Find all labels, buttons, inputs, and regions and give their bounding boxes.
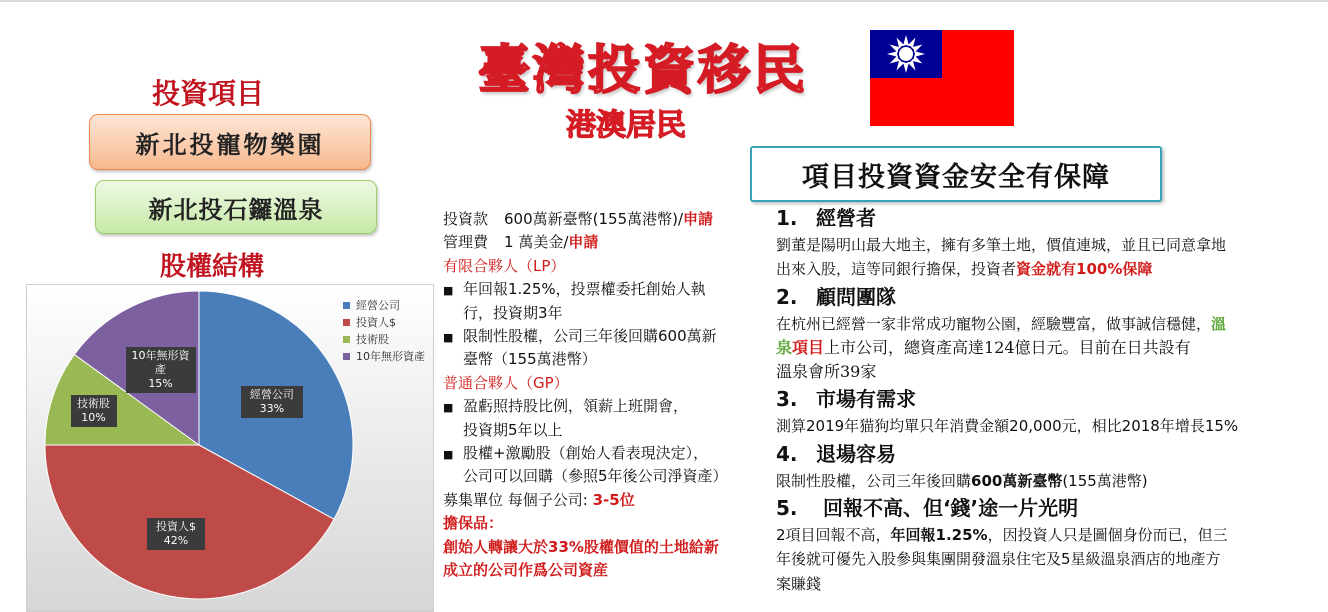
- section-title: 回報不高、但‘錢’途一片光明: [816, 496, 1079, 521]
- section-text: [776, 523, 1324, 547]
- highlight-text: 泉: [776, 337, 793, 357]
- investment-terms: [443, 208, 763, 583]
- section-title: 顧問團隊: [816, 284, 896, 309]
- slice-label-percent: 33%: [259, 401, 285, 415]
- legend-label: 技術股: [356, 333, 389, 346]
- lp-heading: 有限合夥人（LP）: [443, 256, 566, 275]
- gp-item-line: 投資期5年以上: [463, 420, 563, 439]
- fee-label: 管理費: [443, 233, 489, 252]
- gp-item-line: 盈虧照持股比例，領薪上班開會，: [463, 397, 689, 416]
- section-text: 測算2019年猫狗均單只年消費金額20,000元，相比2018年增長15%: [776, 417, 1239, 436]
- section-title: 經營者: [816, 206, 876, 230]
- raise-row: [443, 489, 763, 512]
- invest-label: 投資款: [443, 210, 489, 228]
- gp-item-line: 股權+激勵股（創始人看表現決定），: [463, 444, 709, 463]
- section-heading: [776, 493, 1324, 523]
- section-text: [776, 312, 1324, 336]
- text-span: (155萬港幣): [1062, 471, 1148, 490]
- guarantee-heading: 擔保品：: [443, 514, 504, 533]
- slice-label-name: 技術股: [77, 396, 111, 410]
- text-span: 在杭州已經營一家非常成功寵物公園，經驗豐富，做事誠信穩健，: [776, 314, 1212, 333]
- section-text: [776, 469, 1324, 493]
- project-hot-spring: 新北投石鑼溫泉: [95, 180, 377, 234]
- text-span: 上市公司，總資產高達124億日元。目前在日共設有: [824, 337, 1191, 357]
- slice-label: [71, 395, 117, 427]
- slice-label-name: 投資人$: [156, 520, 197, 534]
- slice-label-percent: 10%: [81, 410, 106, 424]
- section-heading: [776, 203, 1324, 233]
- equity-pie-chart: [26, 284, 434, 612]
- legend-swatch: [343, 302, 350, 309]
- slice-label-name: 經營公司: [249, 387, 294, 401]
- text-span: 限制性股權，公司三年後回購: [776, 471, 972, 490]
- section-text: 劉董是陽明山最大地主，擁有多筆土地，價值連城，並且已同意拿地: [776, 236, 1227, 254]
- chart-legend: [343, 297, 425, 365]
- section-heading: [776, 439, 1324, 469]
- slice-label: [241, 386, 303, 418]
- legend-label: 10年無形資產: [356, 350, 425, 363]
- highlight-text: 資金就有100%保障: [1016, 260, 1153, 279]
- lp-item: ■ 年回報1.25%，投票權委托創始人執 行，投資期3年: [443, 278, 763, 325]
- legend-swatch: [343, 336, 350, 343]
- lp-item-line: 年回報1.25%，投票權委托創始人執: [463, 280, 706, 299]
- invest-value: 600萬新臺幣(155萬港幣)/: [504, 210, 684, 228]
- legend-label: 經營公司: [356, 299, 400, 312]
- gp-item-line: 公司可以回購（參照5年後公司淨資產）: [463, 467, 728, 486]
- slice-label-percent: 15%: [148, 376, 173, 390]
- section-title: 退場容易: [816, 441, 896, 466]
- highlight-text: 600萬新臺幣: [971, 471, 1063, 490]
- section-text: 案賺錢: [776, 574, 822, 593]
- lp-item-line: 臺幣（155萬港幣）: [463, 350, 597, 369]
- section-text: 年後就可優先入股參與集團開發溫泉住宅及5星級溫泉酒店的地產方: [776, 550, 1221, 569]
- section-text: 溫泉會所39家: [776, 362, 877, 382]
- highlight-text: 年回報1.25%: [890, 526, 988, 545]
- slice-label: [126, 347, 196, 393]
- top-divider: [0, 0, 1328, 2]
- equity-heading: 股權結構: [160, 252, 265, 282]
- legend-item: [343, 314, 425, 331]
- raise-label: 募集單位 每個子公司:: [443, 490, 593, 509]
- section-text: [776, 257, 1324, 281]
- fee-value: 1 萬美金/: [504, 233, 569, 252]
- legend-swatch: [343, 353, 350, 360]
- section-title: 市場有需求: [816, 387, 916, 412]
- guarantee-line: 成立的公司作爲公司資産: [443, 561, 609, 580]
- invest-apply: 申請: [683, 210, 714, 228]
- lp-item: ■ 限制性股權，公司三年後回購600萬新 臺幣（155萬港幣）: [443, 325, 763, 372]
- section-number: 1.: [776, 206, 798, 230]
- safety-banner: 項目投資資金安全有保障: [750, 146, 1162, 202]
- text-span: ，因投資人只是圖個身份而已，但三: [987, 526, 1228, 545]
- section-number: 3.: [776, 387, 798, 412]
- lp-item-line: 行，投資期3年: [463, 303, 563, 322]
- section-heading: [776, 384, 1324, 414]
- invest-amount-row: [443, 208, 763, 231]
- lp-item-line: 限制性股權，公司三年後回購600萬新: [463, 327, 717, 346]
- text-span: 出來入股，這等同銀行擔保，投資者: [776, 260, 1017, 279]
- fee-row: [443, 231, 763, 254]
- legend-item: [343, 331, 425, 348]
- slice-label-name: 10年無形資產: [131, 348, 190, 376]
- projects-heading: 投資項目: [152, 77, 265, 110]
- legend-item: [343, 297, 425, 314]
- taiwan-flag-icon: [870, 30, 1014, 126]
- legend-swatch: [343, 319, 350, 326]
- safety-sections: [776, 203, 1324, 596]
- page-subtitle: 港澳居民: [566, 108, 686, 143]
- project-pet-park: 新北投寵物樂園: [89, 114, 371, 170]
- guarantee-line: 創始人轉讓大於33%股權價值的土地給新: [443, 537, 719, 556]
- gp-item: ■ 股權+激勵股（創始人看表現決定）， 公司可以回購（參照5年後公司淨資產）: [443, 442, 763, 489]
- slice-label: [147, 518, 205, 550]
- highlight-text: 項目: [792, 337, 825, 357]
- page-title: 臺灣投資移民: [478, 41, 809, 101]
- gp-heading: 普通合夥人（GP）: [443, 373, 569, 392]
- highlight-text: 溫: [1211, 314, 1227, 333]
- text-span: 2項目回報不高，: [776, 526, 891, 545]
- section-text: [776, 336, 1324, 360]
- gp-item: ■ 盈虧照持股比例，領薪上班開會， 投資期5年以上: [443, 395, 763, 442]
- section-number: 2.: [776, 284, 798, 309]
- legend-item: [343, 348, 425, 365]
- legend-label: 投資人$: [356, 316, 396, 329]
- raise-value: 3-5位: [592, 490, 635, 509]
- section-number: 5.: [776, 496, 798, 521]
- section-heading: [776, 282, 1324, 312]
- section-number: 4.: [776, 441, 798, 466]
- slice-label-percent: 42%: [163, 534, 189, 548]
- fee-apply: 申請: [568, 233, 599, 252]
